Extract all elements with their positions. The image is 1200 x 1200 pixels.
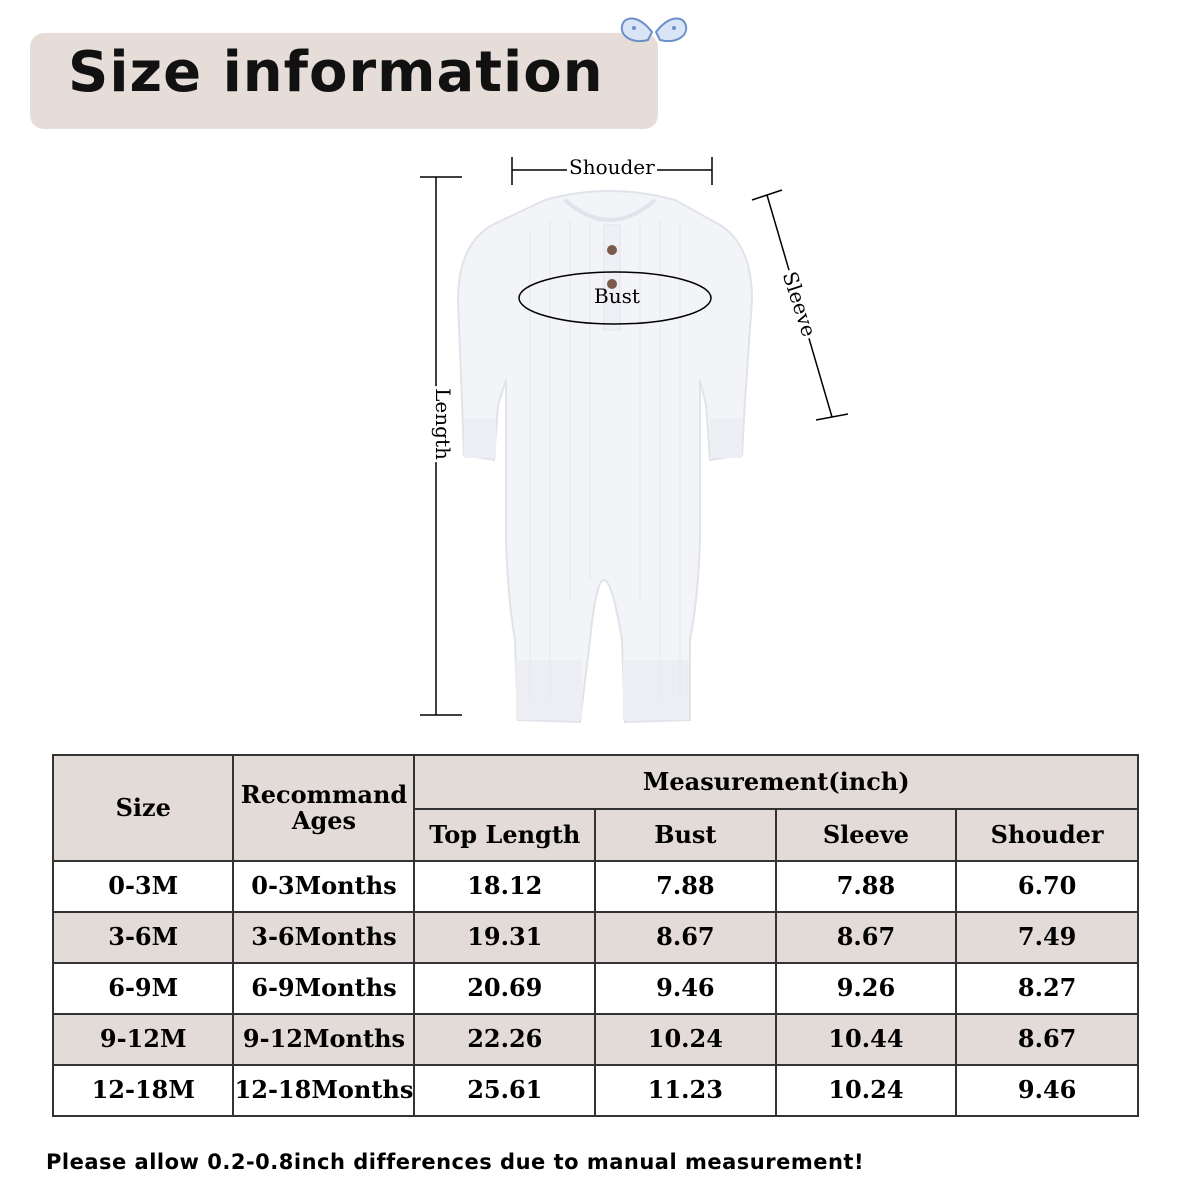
cell-size: 6-9M bbox=[53, 963, 233, 1014]
table-row bbox=[53, 1014, 1138, 1065]
header-bust: Bust bbox=[595, 809, 776, 861]
header-sleeve: Sleeve bbox=[776, 809, 957, 861]
cell-top-length: 18.12 bbox=[414, 861, 595, 912]
cell-sleeve: 8.67 bbox=[776, 912, 957, 963]
length-label: Length bbox=[430, 388, 455, 460]
table-row bbox=[53, 1065, 1138, 1116]
header-top-length: Top Length bbox=[414, 809, 595, 861]
page-title: Size information bbox=[68, 40, 604, 105]
cell-shoulder: 7.49 bbox=[956, 912, 1138, 963]
sleeve-label: Sleeve bbox=[777, 268, 822, 340]
cell-ages: 12-18Months bbox=[233, 1065, 414, 1116]
header-ages: Recommand Ages bbox=[233, 755, 414, 861]
cell-top-length: 19.31 bbox=[414, 912, 595, 963]
cell-ages: 6-9Months bbox=[233, 963, 414, 1014]
bust-label: Bust bbox=[594, 284, 640, 308]
cell-top-length: 20.69 bbox=[414, 963, 595, 1014]
cell-shoulder: 8.27 bbox=[956, 963, 1138, 1014]
cell-bust: 7.88 bbox=[595, 861, 776, 912]
cell-bust: 10.24 bbox=[595, 1014, 776, 1065]
header-size: Size bbox=[53, 755, 233, 861]
cell-sleeve: 9.26 bbox=[776, 963, 957, 1014]
cell-ages: 9-12Months bbox=[233, 1014, 414, 1065]
cell-shoulder: 8.67 bbox=[956, 1014, 1138, 1065]
cell-size: 12-18M bbox=[53, 1065, 233, 1116]
table-row bbox=[53, 912, 1138, 963]
table-row bbox=[53, 861, 1138, 912]
table-row bbox=[53, 963, 1138, 1014]
header-measurement: Measurement(inch) bbox=[414, 755, 1138, 809]
cell-bust: 9.46 bbox=[595, 963, 776, 1014]
cell-top-length: 22.26 bbox=[414, 1014, 595, 1065]
size-table bbox=[52, 754, 1139, 1117]
cell-ages: 0-3Months bbox=[233, 861, 414, 912]
measurement-note: Please allow 0.2-0.8inch differences due to manual measurement! bbox=[46, 1150, 865, 1174]
cell-sleeve: 10.24 bbox=[776, 1065, 957, 1116]
cell-sleeve: 10.44 bbox=[776, 1014, 957, 1065]
cell-size: 9-12M bbox=[53, 1014, 233, 1065]
cell-shoulder: 6.70 bbox=[956, 861, 1138, 912]
cell-ages: 3-6Months bbox=[233, 912, 414, 963]
cell-shoulder: 9.46 bbox=[956, 1065, 1138, 1116]
cell-bust: 8.67 bbox=[595, 912, 776, 963]
shoulder-label: Shouder bbox=[569, 155, 655, 179]
cell-top-length: 25.61 bbox=[414, 1065, 595, 1116]
cell-sleeve: 7.88 bbox=[776, 861, 957, 912]
cell-size: 0-3M bbox=[53, 861, 233, 912]
romper-illustration bbox=[458, 191, 752, 722]
cell-bust: 11.23 bbox=[595, 1065, 776, 1116]
header-shoulder: Shouder bbox=[956, 809, 1138, 861]
cell-size: 3-6M bbox=[53, 912, 233, 963]
